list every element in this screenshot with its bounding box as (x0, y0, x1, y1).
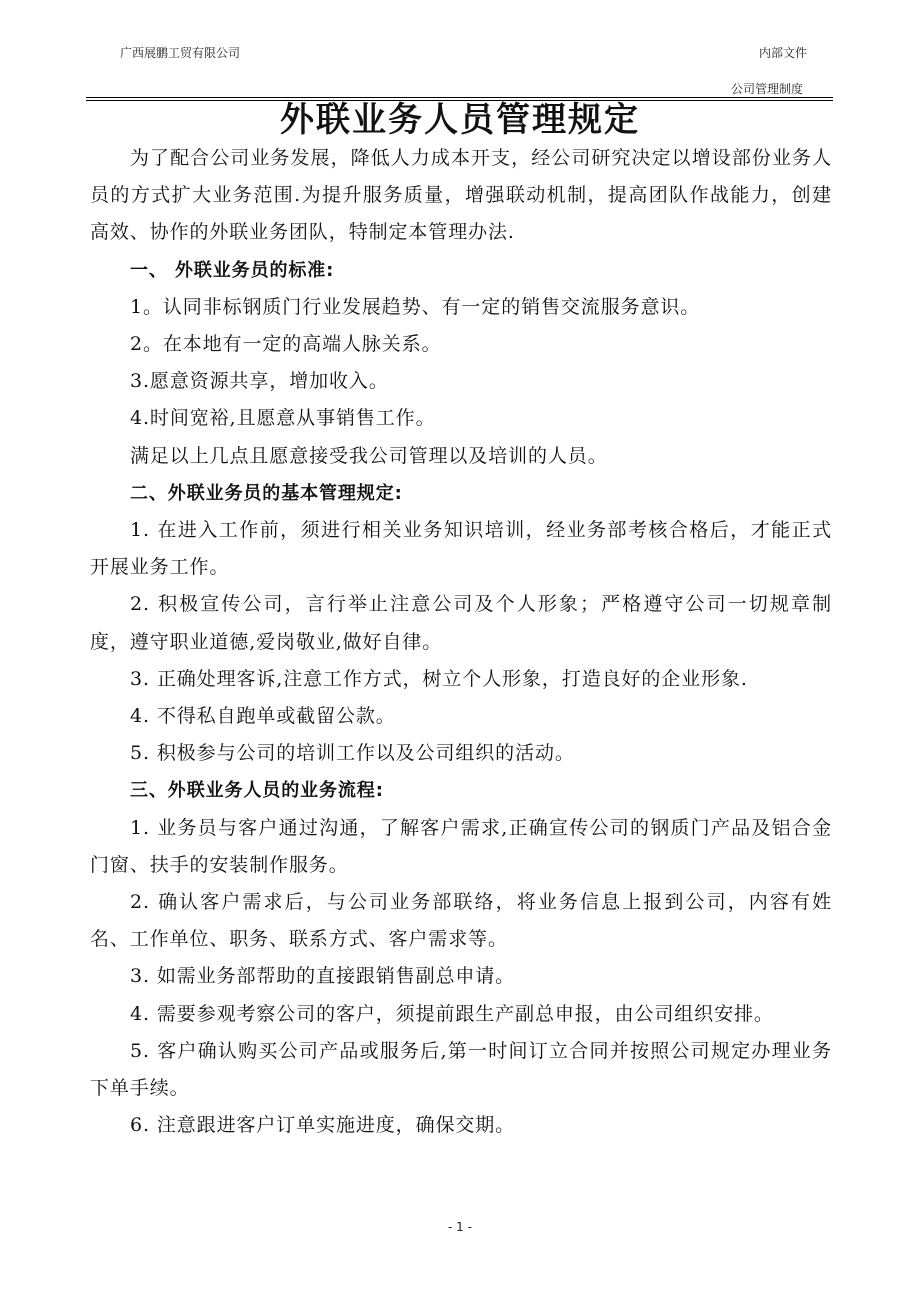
section-3-item: 6. 注意跟进客户订单实施进度，确保交期。 (130, 1114, 516, 1137)
section-1-item: 1。认同非标钢质门行业发展趋势、有一定的销售交流服务意识。 (130, 295, 701, 318)
section-1-item: 2。在本地有一定的高端人脉关系。 (130, 333, 442, 356)
section-3-item: 4. 需要参观考察公司的客户，须提前跟生产副总申报，由公司组织安排。 (130, 1002, 774, 1025)
section-1-summary: 满足以上几点且愿意接受我公司管理以及培训的人员。 (130, 444, 608, 467)
section-3-heading: 三、外联业务人员的业务流程: (130, 780, 384, 802)
header-internal-label: 内部文件 (759, 46, 808, 60)
section-3-item: 3. 如需业务部帮助的直接跟销售副总申请。 (130, 965, 516, 988)
section-2-item: 2. 积极宣传公司，言行举止注意公司及个人形象；严格遵守公司一切规章制度，遵守职业道德,爱岗敬业,做好自律。 (90, 593, 832, 653)
section-3-item: 2. 确认客户需求后，与公司业务部联络，将业务信息上报到公司，内容有姓名、工作单位、职务、联系方式、客户需求等。 (90, 891, 832, 951)
section-2-item: 4. 不得私自跑单或截留公款。 (130, 705, 396, 728)
header-company-name: 广西展鹏工贸有限公司 (120, 46, 241, 60)
document-title: 外联业务人员管理规定 (280, 100, 640, 140)
section-2-heading: 二、外联业务员的基本管理规定: (130, 482, 403, 504)
section-1-heading: 一、 外联业务员的标准: (130, 259, 335, 281)
section-3-item: 1. 业务员与客户通过沟通，了解客户需求,正确宣传公司的钢质门产品及铝合金门窗、扶手的安装制作服务。 (90, 816, 832, 876)
header-category-label: 公司管理制度 (731, 82, 804, 96)
section-3-item: 5. 客户确认购买公司产品或服务后,第一时间订立合同并按照公司规定办理业务下单手续。 (90, 1039, 832, 1100)
intro-paragraph: 为了配合公司业务发展，降低人力成本开支，经公司研究决定以增设部份业务人员的方式扩大业务范围.为提升服务质量，增强联动机制，提高团队作战能力，创建高效、协作的外联业务团队，特制定本管理办法. (90, 147, 832, 244)
document-body (90, 140, 832, 1144)
section-1-item: 3.愿意资源共享，增加收入。 (130, 370, 389, 393)
section-2-item: 5. 积极参与公司的培训工作以及公司组织的活动。 (130, 742, 575, 765)
section-2-item: 1. 在进入工作前，须进行相关业务知识培训，经业务部考核合格后，才能正式开展业务工作。 (90, 519, 832, 579)
section-1-item: 4.时间宽裕,且愿意从事销售工作。 (130, 407, 436, 430)
page-number: - 1 - (448, 1220, 472, 1234)
section-2-item: 3. 正确处理客诉,注意工作方式，树立个人形象，打造良好的企业形象. (130, 667, 748, 690)
